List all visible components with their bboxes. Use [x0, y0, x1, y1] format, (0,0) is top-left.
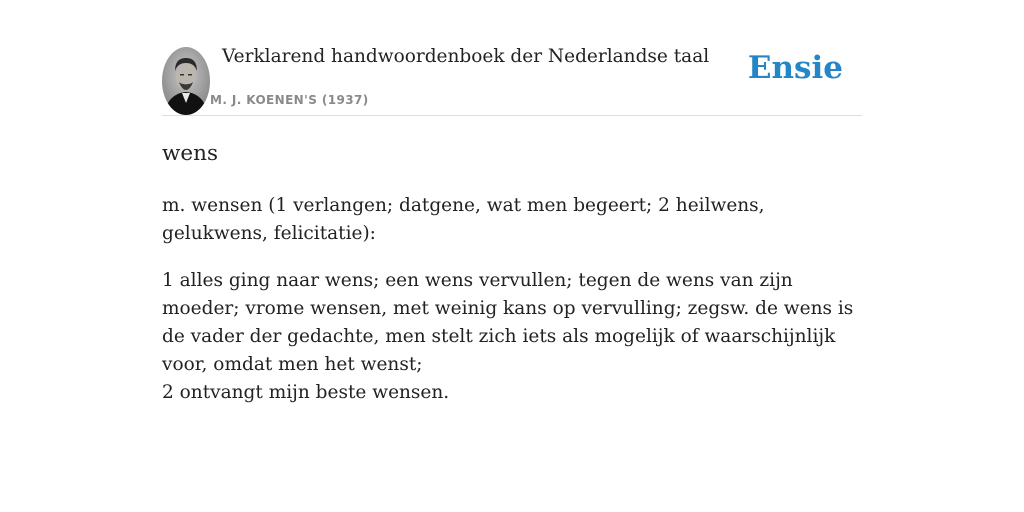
dictionary-title: Verklarend handwoordenboek der Nederlandse taal: [222, 46, 710, 67]
author-portrait: [162, 47, 210, 115]
examples-sense-1: 1 alles ging naar wens; een wens vervullen; tegen de wens van zijn moeder; vrome wensen, met weinig kans op vervulling; zegsw. de wens is de vader der gedachte, men stelt zich iets als mogelijk of waarschijnlijk voor, omdat men het wenst;: [162, 270, 854, 375]
dictionary-edition: M. J. KOENEN'S (1937): [210, 93, 369, 107]
dictionary-entry: [162, 138, 862, 407]
author-portrait-image: [162, 47, 210, 115]
ensie-logo-link[interactable]: Ensie: [747, 50, 843, 86]
headword: wens: [162, 141, 219, 166]
entry-examples: [162, 267, 862, 407]
examples-sense-2: 2 ontvangt mijn beste wensen.: [162, 382, 450, 403]
entry-definition: m. wensen (1 verlangen; datgene, wat men begeert; 2 heilwens, gelukwens, felicitatie):: [162, 195, 765, 244]
dictionary-header: [162, 40, 862, 116]
